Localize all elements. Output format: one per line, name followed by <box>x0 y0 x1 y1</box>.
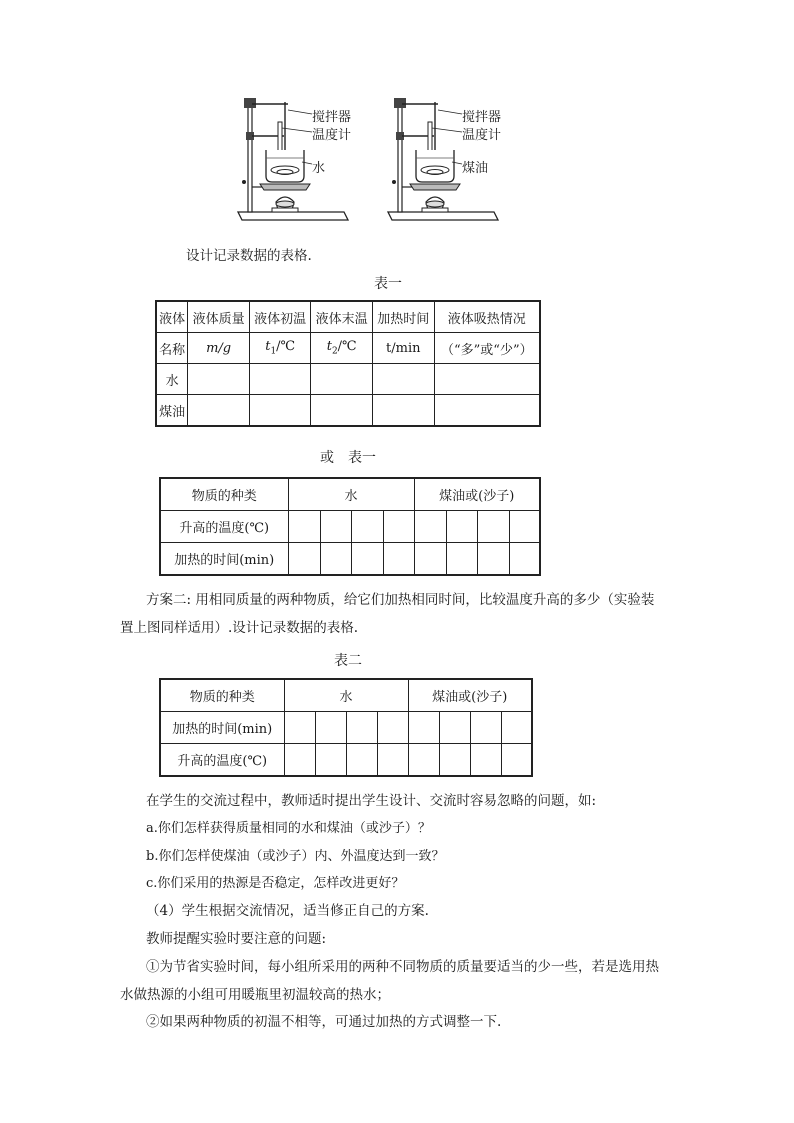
table1 <box>155 300 541 427</box>
label-thermometer: 温度计 <box>312 128 352 143</box>
label-liquid-water: 水 <box>312 161 326 176</box>
header-label: 物质的种类 <box>160 679 284 712</box>
t2-symbol: t <box>326 339 332 355</box>
group-kerosene: 煤油或(沙子) <box>414 478 540 511</box>
table1-header-row-2 <box>156 333 540 364</box>
table1b <box>159 477 541 576</box>
group-kerosene: 煤油或(沙子) <box>408 679 532 712</box>
plan2-line1: 方案二: 用相同质量的两种物质，给它们加热相同时间，比较温度升高的多少（实验装 <box>146 592 655 608</box>
table1-caption: 表一 <box>374 276 402 292</box>
row-label: 升高的温度(℃) <box>160 511 288 543</box>
apparatus-figure-kerosene <box>386 92 506 228</box>
intro-line: 设计记录数据的表格. <box>186 248 312 264</box>
table1-header-cell: 液体吸热情况 <box>434 301 540 333</box>
question-a: a.你们怎样获得质量相同的水和煤油（或沙子）？ <box>146 821 431 836</box>
table-row <box>156 395 540 427</box>
row-label: 煤油 <box>156 395 188 427</box>
body-p4: （4）学生根据交流情况，适当修正自己的方案. <box>146 903 429 919</box>
label-thermometer: 温度计 <box>462 128 502 143</box>
table1-header-row-1 <box>156 301 540 333</box>
row-label: 加热的时间(min) <box>160 543 288 576</box>
t2-subscript: 2 <box>331 346 338 357</box>
group-water: 水 <box>284 679 408 712</box>
row-label: 升高的温度(℃) <box>160 744 284 777</box>
table1-header-cell: 液体末温 <box>311 301 373 333</box>
label-liquid-kerosene: 煤油 <box>462 161 489 176</box>
table1-header-cell: 名称 <box>156 333 188 364</box>
note2: ②如果两种物质的初温不相等，可通过加热的方式调整一下. <box>146 1014 502 1030</box>
table1b-caption: 或 表一 <box>320 450 376 466</box>
table1-header-cell: 加热时间 <box>372 301 434 333</box>
table-row <box>156 364 540 395</box>
header-label: 物质的种类 <box>160 478 288 511</box>
apparatus-figure-water <box>236 92 356 228</box>
label-stirrer: 搅拌器 <box>462 110 502 125</box>
t2-unit: /℃ <box>337 339 357 355</box>
note1-line2: 水做热源的小组可用暖瓶里初温较高的热水； <box>120 987 390 1003</box>
table1-header-cell: 液体 <box>156 301 188 333</box>
table-row <box>160 744 532 777</box>
table1-header-cell: 液体质量 <box>188 301 250 333</box>
table1-header-cell: t/min <box>372 333 434 364</box>
table2-header-row <box>160 679 532 712</box>
t1-unit: /℃ <box>276 339 296 355</box>
table-row <box>160 712 532 744</box>
body-p1: 在学生的交流过程中，教师适时提出学生设计、交流时容易忽略的问题，如: <box>146 793 597 809</box>
group-water: 水 <box>288 478 414 511</box>
table-row <box>160 511 540 543</box>
note1-line1: ①为节省实验时间，每小组所采用的两种不同物质的质量要适当的少一些，若是选用热 <box>146 959 659 975</box>
table2-caption: 表二 <box>334 653 362 669</box>
table1-header-cell <box>311 333 373 364</box>
row-label: 水 <box>156 364 188 395</box>
table1-header-cell <box>188 333 250 364</box>
table1-header-cell: （“多”或“少”） <box>434 333 540 364</box>
label-stirrer: 搅拌器 <box>312 110 352 125</box>
mass-unit: m/g <box>206 340 232 356</box>
table-row <box>160 543 540 576</box>
question-b: b.你们怎样使煤油（或沙子）内、外温度达到一致？ <box>146 849 445 864</box>
question-c: c.你们采用的热源是否稳定，怎样改进更好？ <box>146 876 405 891</box>
row-label: 加热的时间(min) <box>160 712 284 744</box>
table1-header-cell <box>249 333 311 364</box>
table1-header-cell: 液体初温 <box>249 301 311 333</box>
table2 <box>159 678 533 777</box>
body-p5: 教师提醒实验时要注意的问题: <box>146 931 327 947</box>
t1-subscript: 1 <box>270 346 277 357</box>
t1-symbol: t <box>265 339 271 355</box>
table1b-header-row <box>160 478 540 511</box>
plan2-line2: 置上图同样适用）.设计记录数据的表格. <box>120 620 359 636</box>
